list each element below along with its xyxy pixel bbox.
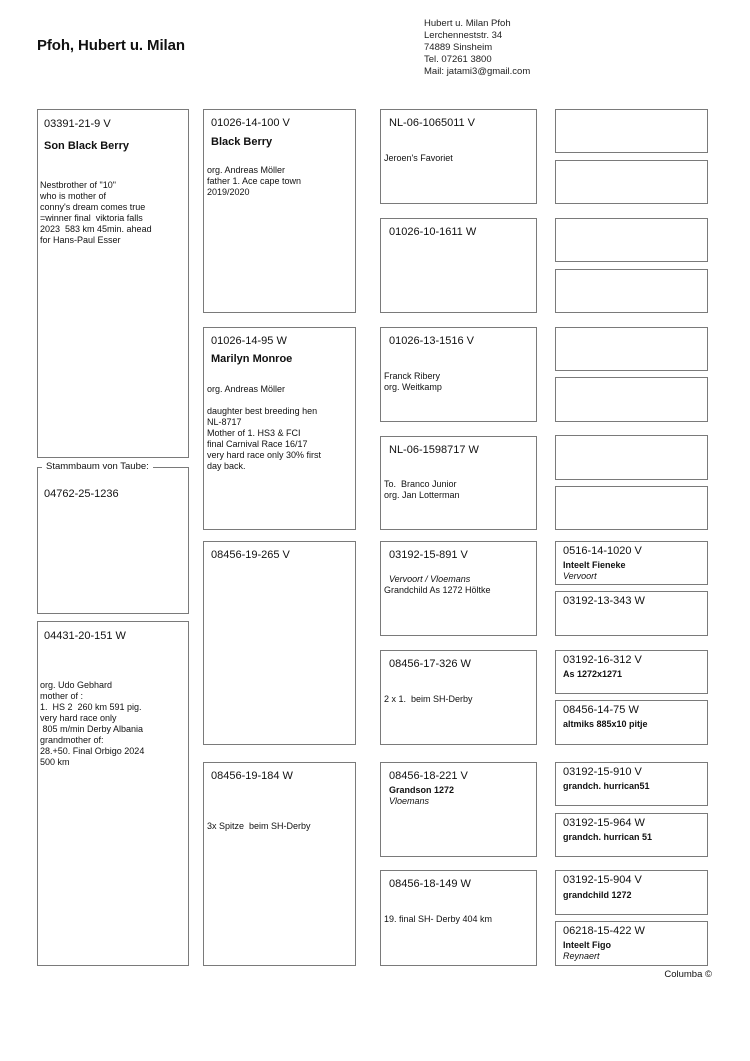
ring-number: 0516-14-1020 V	[563, 545, 642, 557]
pigeon-origin: Vervoort / Vloemans	[389, 574, 471, 584]
address-line: 74889 Sinsheim	[424, 42, 493, 53]
pigeon-name: Inteelt Figo	[563, 940, 611, 950]
pigeon-name: grandchild 1272	[563, 890, 632, 900]
great-grandparent-card[interactable]	[555, 762, 708, 806]
pigeon-origin: Reynaert	[563, 951, 600, 961]
great-grandparent-card[interactable]	[555, 591, 708, 636]
ring-number: 01026-14-95 W	[211, 335, 287, 347]
ring-number: 08456-18-221 V	[389, 770, 468, 782]
pigeon-notes: Nestbrother of "10" who is mother of conny's dream comes true =winner final viktoria falls 2023 583 km 45min. ahead for Hans-Paul Esser	[40, 180, 152, 245]
copyright-footer: Columba ©	[664, 969, 712, 980]
great-grandparent-card[interactable]	[555, 650, 708, 694]
pigeon-notes: org. Andreas Möller father 1. Ace cape town 2019/2020	[207, 165, 302, 197]
grandparent-card[interactable]	[380, 870, 537, 966]
pigeon-name: grandch. hurrican 51	[563, 832, 653, 842]
pigeon-notes: org. Udo Gebhard mother of : 1. HS 2 260 km 591 pig. very hard race only 805 m/min Derby Albania grandmother of: 28.+50. Final Orbigo 2024 500 km	[40, 680, 145, 767]
address-line: Tel. 07261 3800	[424, 54, 492, 65]
parent-card[interactable]	[203, 109, 356, 313]
pigeon-name: Son Black Berry	[44, 140, 129, 152]
ring-number: 01026-10-1611 W	[389, 226, 477, 238]
ring-number: 08456-14-75 W	[563, 704, 639, 716]
pigeon-origin: Vervoort	[563, 571, 597, 581]
pedigree-of-fieldset	[37, 461, 189, 614]
pigeon-notes: Franck Ribery org. Weitkamp	[384, 371, 442, 392]
ring-number: 03192-15-964 W	[563, 817, 645, 829]
ring-number: 03192-15-891 V	[389, 549, 468, 561]
breeder-address	[424, 18, 530, 78]
ring-number: 08456-18-149 W	[389, 878, 471, 890]
pigeon-name: altmiks 885x10 pitje	[563, 719, 648, 729]
grandparent-card[interactable]	[380, 541, 537, 636]
address-line: Lerchenneststr. 34	[424, 30, 503, 41]
parent-card[interactable]	[203, 327, 356, 530]
ring-number: 08456-19-184 W	[211, 770, 293, 782]
ring-number: 03391-21-9 V	[44, 118, 111, 130]
ring-number: 03192-15-904 V	[563, 874, 642, 886]
pigeon-notes: 19. final SH- Derby 404 km	[384, 914, 493, 924]
dam-card[interactable]	[37, 621, 189, 966]
grandparent-card[interactable]	[380, 218, 537, 313]
grandparent-card[interactable]	[380, 327, 537, 422]
pigeon-origin: Vloemans	[389, 796, 430, 806]
pigeon-name: Inteelt Fieneke	[563, 560, 626, 570]
ring-number: 01026-13-1516 V	[389, 335, 475, 347]
pigeon-name: grandch. hurrican51	[563, 781, 650, 791]
pigeon-notes: 3x Spitze beim SH-Derby	[207, 821, 311, 831]
ring-number: 08456-19-265 V	[211, 549, 290, 561]
grandparent-card[interactable]	[380, 762, 537, 857]
ring-number: 03192-16-312 V	[563, 654, 642, 666]
great-grandparent-card[interactable]	[555, 435, 708, 480]
ring-number: 03192-15-910 V	[563, 766, 642, 778]
pigeon-name: As 1272x1271	[563, 669, 623, 679]
parent-card[interactable]	[203, 762, 356, 966]
address-line: Mail: jatami3@gmail.com	[424, 66, 531, 77]
great-grandparent-card[interactable]	[555, 160, 708, 204]
pigeon-name: Marilyn Monroe	[211, 353, 293, 365]
ring-number: NL-06-1065011 V	[389, 117, 476, 129]
pigeon-name: Black Berry	[211, 136, 273, 148]
ring-number: 04431-20-151 W	[44, 630, 126, 642]
grandparent-card[interactable]	[380, 650, 537, 745]
pigeon-notes: Jeroen's Favoriet	[384, 153, 453, 163]
parent-card[interactable]	[203, 541, 356, 745]
fieldset-legend: Stammbaum von Taube:	[42, 461, 153, 472]
great-grandparent-card[interactable]	[555, 109, 708, 153]
ring-number: NL-06-1598717 W	[389, 444, 479, 456]
breeder-title: Pfoh, Hubert u. Milan	[37, 37, 185, 54]
ring-number: 06218-15-422 W	[563, 925, 645, 937]
great-grandparent-card[interactable]	[555, 327, 708, 371]
ring-number: 08456-17-326 W	[389, 658, 471, 670]
ring-number: 04762-25-1236	[44, 488, 119, 500]
grandparent-card[interactable]	[380, 436, 537, 530]
great-grandparent-card[interactable]	[555, 377, 708, 422]
grandparent-card[interactable]	[380, 109, 537, 204]
ring-number: 01026-14-100 V	[211, 117, 290, 129]
subject-card[interactable]	[37, 109, 189, 458]
pigeon-notes: org. Andreas Möller daughter best breeding hen NL-8717 Mother of 1. HS3 & FCI final Carnival Race 16/17 very hard race only 30% first day back.	[207, 384, 322, 471]
ring-number: 03192-13-343 W	[563, 595, 645, 607]
great-grandparent-card[interactable]	[555, 218, 708, 262]
pigeon-notes: Grandchild As 1272 Höltke	[384, 585, 491, 595]
pigeon-notes: To. Branco Junior org. Jan Lotterman	[384, 479, 460, 500]
address-line: Hubert u. Milan Pfoh	[424, 18, 511, 29]
great-grandparent-card[interactable]	[555, 541, 708, 585]
pigeon-name: Grandson 1272	[389, 785, 455, 795]
great-grandparent-card[interactable]	[555, 870, 708, 915]
great-grandparent-card[interactable]	[555, 486, 708, 530]
great-grandparent-card[interactable]	[555, 269, 708, 313]
pigeon-notes: 2 x 1. beim SH-Derby	[384, 694, 473, 704]
great-grandparent-card[interactable]	[555, 813, 708, 857]
great-grandparent-card[interactable]	[555, 921, 708, 966]
great-grandparent-card[interactable]	[555, 700, 708, 745]
